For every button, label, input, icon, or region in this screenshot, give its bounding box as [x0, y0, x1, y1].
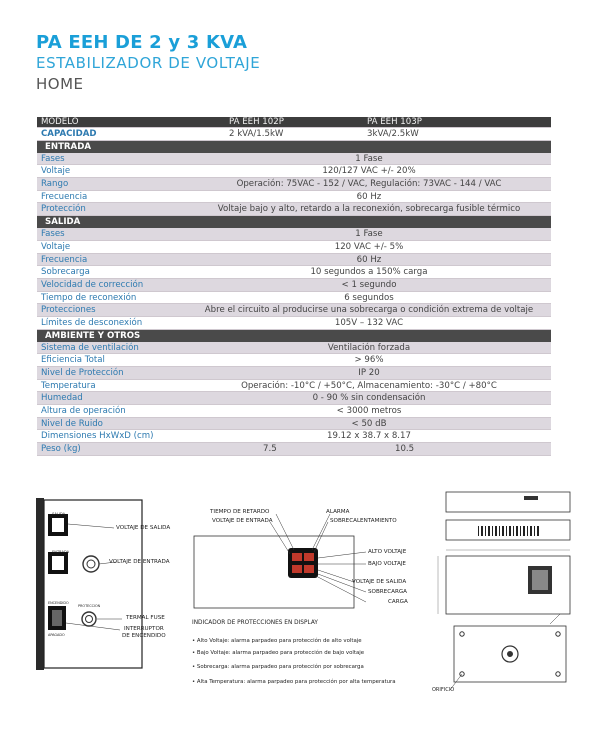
label-interruptor-1: INTERRUPTOR	[124, 626, 164, 632]
weight-1: 7.5	[263, 444, 277, 455]
label-orificio: ORIFICIO	[432, 687, 455, 693]
spec-table	[37, 117, 551, 456]
spec-row	[37, 228, 551, 241]
spec-value: 120 VAC +/- 5%	[334, 241, 404, 252]
spec-row	[37, 304, 551, 317]
spec-value: Abre el circuito al producirse una sobrecarga o condición extrema de voltaje	[204, 305, 534, 316]
spec-label: Voltaje	[41, 166, 71, 177]
weight-label: Peso (kg)	[41, 444, 81, 455]
panel-encendido-label: ENCENDIDO	[48, 601, 69, 605]
spec-row	[37, 266, 551, 279]
spec-label: Nivel de Protección	[41, 368, 124, 378]
spec-row	[37, 380, 551, 393]
spec-label: Límites de desconexión	[41, 317, 143, 328]
spec-row	[37, 153, 551, 166]
bullet-bajo-voltaje: • Bajo Voltaje: alarma parpadeo para protección de bajo voltaje	[192, 650, 365, 656]
spec-row	[37, 292, 551, 305]
bullet-alto-voltaje: • Alto Voltaje: alarma parpadeo para protección de alto voltaje	[192, 638, 362, 644]
spec-row	[37, 191, 551, 204]
spec-label: Tiempo de reconexión	[41, 292, 137, 303]
label-carga: CARGA	[388, 599, 408, 605]
spec-row	[37, 317, 551, 330]
bullet-sobrecarga: • Sobrecarga: alarma parpadeo para protección por sobrecarga	[192, 664, 364, 670]
spec-value: 60 Hz	[356, 191, 382, 202]
panel-proteccion-label: PROTECCION	[78, 604, 101, 608]
spec-value: Operación: 75VAC - 152 / VAC, Regulación: 73VAC - 144 / VAC	[236, 179, 502, 190]
capacity-2: 3kVA/2.5kW	[367, 129, 419, 139]
spec-value: < 3000 metros	[336, 406, 402, 417]
weight-2: 10.5	[395, 444, 415, 455]
spec-label: Dimensiones HxWxD (cm)	[41, 431, 154, 442]
spec-value: < 50 dB	[351, 418, 387, 429]
product-category: HOME	[36, 75, 84, 93]
spec-label: Fases	[41, 153, 65, 164]
spec-value: Voltaje bajo y alto, retardo a la reconexión, sobrecarga fusible térmico	[217, 204, 521, 215]
spec-label: Protección	[41, 204, 86, 215]
spec-row	[37, 254, 551, 267]
capacity-row	[37, 128, 551, 141]
spec-label: Frecuencia	[41, 191, 88, 202]
spec-value: 0 - 90 % sin condensación	[312, 393, 426, 404]
section-header: SALIDA	[37, 216, 551, 228]
model-label: MODELO	[41, 117, 79, 127]
model-1: PA EEH 102P	[229, 117, 284, 127]
spec-label: Velocidad de corrección	[41, 279, 144, 290]
spec-row	[37, 354, 551, 367]
spec-label: Sobrecarga	[41, 267, 90, 278]
label-voltaje-salida: VOLTAJE DE SALIDA	[116, 525, 171, 531]
side-panel-diagram	[34, 498, 214, 678]
spec-label: Eficiencia Total	[41, 355, 105, 366]
spec-value: 19.12 x 38.7 x 8.17	[327, 431, 411, 442]
label-sobrecalentamiento: SOBRECALENTAMIENTO	[330, 518, 397, 524]
weight-row	[37, 443, 551, 456]
spec-label: Frecuencia	[41, 254, 88, 265]
label-interruptor-2: DE ENCENDIDO	[122, 633, 166, 639]
panel-entrada-label: ENTRADA	[52, 550, 70, 554]
spec-row	[37, 392, 551, 405]
spec-value: > 96%	[354, 355, 384, 366]
label-voltaje-entrada-display: VOLTAJE DE ENTRADA	[212, 518, 273, 524]
spec-row	[37, 367, 551, 380]
spec-value: 1 Fase	[355, 229, 383, 240]
section-header: AMBIENTE Y OTROS	[37, 330, 551, 342]
spec-value: < 1 segundo	[341, 279, 397, 290]
spec-label: Protecciones	[41, 305, 96, 316]
technical-views-diagram	[428, 490, 598, 700]
spec-row	[37, 430, 551, 443]
spec-row	[37, 178, 551, 191]
label-alarma: ALARMA	[326, 509, 350, 515]
spec-value: IP 20	[358, 368, 380, 378]
spec-row	[37, 203, 551, 216]
spec-label: Humedad	[41, 393, 83, 404]
section-header: ENTRADA	[37, 141, 551, 153]
spec-value: 120/127 VAC +/- 20%	[322, 166, 416, 177]
panel-salida-label: SALIDA	[52, 512, 66, 516]
spec-label: Voltaje	[41, 241, 71, 252]
product-subtitle: ESTABILIZADOR DE VOLTAJE	[36, 54, 261, 72]
bullet-alta-temperatura: • Alta Temperatura: alarma parpadeo para protección por alta temperatura	[192, 679, 396, 685]
spec-value: Operación: -10°C / +50°C, Almacenamiento: -30°C / +80°C	[241, 380, 497, 391]
capacity-label: CAPACIDAD	[41, 129, 97, 139]
spec-value: 60 Hz	[356, 254, 382, 265]
model-row	[37, 117, 551, 128]
spec-row	[37, 405, 551, 418]
spec-sections	[37, 141, 551, 443]
spec-row	[37, 342, 551, 355]
label-tiempo-retardo: TIEMPO DE RETARDO	[210, 509, 270, 515]
label-alto-voltaje: ALTO VOLTAJE	[368, 549, 407, 555]
spec-row	[37, 279, 551, 292]
indicador-title: INDICADOR DE PROTECCIONES EN DISPLAY	[192, 620, 318, 626]
spec-value: 6 segundos	[344, 292, 394, 303]
spec-label: Rango	[41, 179, 69, 190]
spec-label: Fases	[41, 229, 65, 240]
spec-label: Altura de operación	[41, 406, 126, 417]
spec-value: Ventilación forzada	[327, 342, 411, 353]
model-2: PA EEH 103P	[367, 117, 422, 127]
spec-value: 1 Fase	[355, 153, 383, 164]
spec-row	[37, 165, 551, 178]
spec-label: Temperatura	[41, 380, 96, 391]
spec-row	[37, 241, 551, 254]
product-title: PA EEH DE 2 y 3 KVA	[36, 32, 248, 53]
label-termal-fuse: TERMAL FUSE	[126, 615, 165, 621]
label-bajo-voltaje: BAJO VOLTAJE	[368, 561, 406, 567]
label-sobrecarga: SOBRECARGA	[368, 589, 407, 595]
capacity-1: 2 kVA/1.5kW	[229, 129, 284, 139]
panel-apagado-label: APAGADO	[48, 633, 65, 637]
spec-value: 10 segundos a 150% carga	[310, 267, 428, 278]
spec-label: Nivel de Ruido	[41, 418, 103, 429]
label-voltaje-entrada: VOLTAJE DE ENTRADA	[109, 559, 170, 565]
label-voltaje-salida-display: VOLTAJE DE SALIDA	[352, 579, 407, 585]
front-panel-diagram	[190, 508, 420, 698]
spec-label: Sistema de ventilación	[41, 342, 139, 353]
spec-value: 105V – 132 VAC	[334, 317, 404, 328]
technical-views-drawing	[428, 490, 598, 700]
spec-row	[37, 418, 551, 431]
